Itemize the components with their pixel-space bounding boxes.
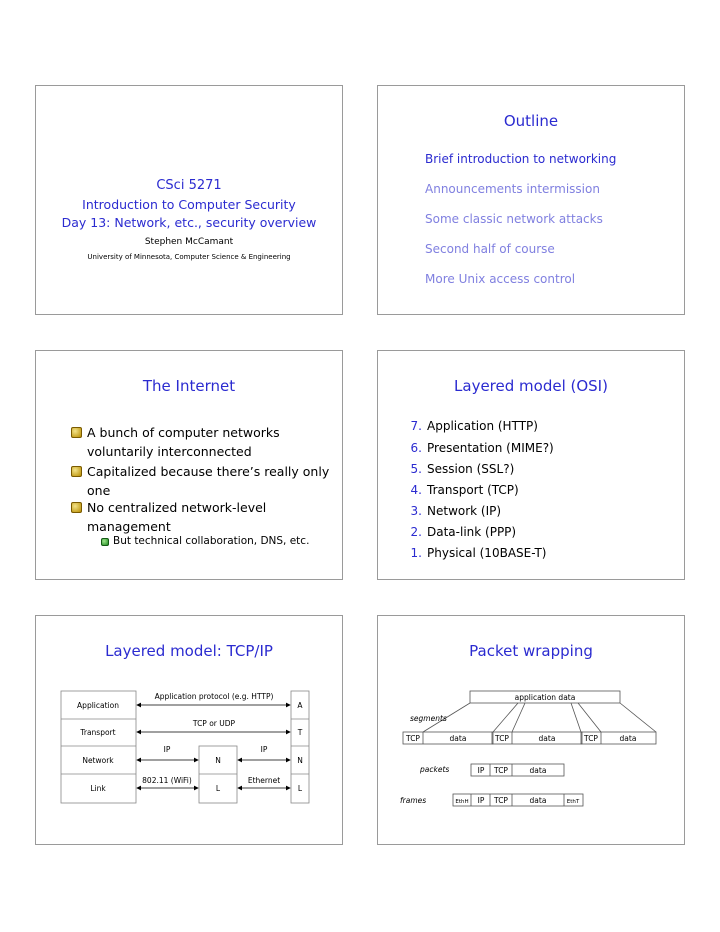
layer-transport: Transport — [80, 728, 116, 737]
bullet-icon — [71, 466, 82, 477]
bullet-icon — [71, 502, 82, 513]
arrow-label-ip: IP — [163, 745, 171, 754]
router-box — [199, 746, 237, 803]
packets-label: packets — [420, 765, 450, 774]
affiliation: University of Minnesota, Computer Science & Engineering — [87, 253, 291, 261]
course-number: CSci 5271 — [156, 178, 222, 193]
course-title: Introduction to Computer Security — [82, 197, 296, 212]
right-letter: A — [297, 701, 303, 710]
osi-layer: 3. Network (IP) — [410, 504, 502, 518]
outline-item: Announcements intermission — [425, 182, 600, 196]
outline-item: Brief introduction to networking — [425, 152, 617, 166]
data-label: data — [529, 766, 547, 775]
data-label: data — [449, 734, 467, 743]
router-letter: N — [215, 756, 221, 765]
right-letter: T — [297, 728, 303, 737]
segments-label: segments — [410, 714, 447, 723]
arrow-label-ethernet: Ethernet — [247, 776, 281, 785]
arrow-label-wifi: 802.11 (WiFi) — [142, 776, 192, 785]
bullet-text: A bunch of computer networks voluntarily interconnected — [87, 425, 280, 459]
lecture-title: Day 13: Network, etc., security overview — [61, 215, 317, 230]
outline-item: Some classic network attacks — [425, 212, 603, 226]
bullet-text: Capitalized because there’s really only one — [87, 464, 330, 498]
arrow-label-app: Application protocol (e.g. HTTP) — [154, 692, 274, 701]
slide-title-internet: The Internet — [142, 377, 236, 395]
router-letter: L — [215, 784, 221, 793]
slide-outline — [377, 85, 685, 315]
slide-title-osi: Layered model (OSI) — [454, 377, 608, 395]
osi-layer: 7. Application (HTTP) — [410, 419, 538, 433]
slide-title — [35, 85, 343, 315]
ethh-label: EthH — [455, 799, 469, 805]
slide-internet: The Internet A bunch of computer networks voluntarily interconnected Capitalized because there’s really only one No centralized network-level management But technical collaboration, DNS, etc. — [35, 350, 343, 580]
right-letter: L — [297, 784, 303, 793]
slide-tcpip — [35, 615, 343, 845]
data-label: data — [529, 796, 547, 805]
packet-diagram — [378, 616, 684, 844]
osi-layer: 6. Presentation (MIME?) — [410, 441, 554, 455]
slide-title-tcpip: Layered model: TCP/IP — [105, 642, 273, 660]
packet-box — [471, 764, 564, 776]
tcpip-diagram — [36, 616, 342, 844]
layer-network: Network — [82, 756, 114, 765]
sub-bullet-icon — [101, 538, 109, 546]
frames-label: frames — [400, 796, 427, 805]
arrow-label-transport: TCP or UDP — [192, 719, 236, 728]
right-letter: N — [297, 756, 303, 765]
tcp-label: TCP — [494, 766, 508, 775]
frame-box — [453, 794, 583, 806]
author: Stephen McCamant — [144, 237, 234, 247]
app-data-label: application data — [514, 693, 576, 702]
outline-item: Second half of course — [425, 242, 555, 256]
osi-layer: 2. Data-link (PPP) — [410, 525, 517, 539]
outline-item: More Unix access control — [425, 272, 576, 286]
bullet-text: No centralized network-level management — [87, 500, 267, 534]
osi-layer: 5. Session (SSL?) — [410, 462, 515, 476]
slide-osi — [377, 350, 685, 580]
slide-title-outline: Outline — [503, 112, 559, 130]
layer-application: Application — [77, 701, 119, 710]
arrow-label-ip: IP — [260, 745, 268, 754]
tcp-label: TCP — [495, 734, 509, 743]
slide-packet-wrapping — [377, 615, 685, 845]
slide-title-packet: Packet wrapping — [469, 642, 593, 660]
tcp-label: TCP — [494, 796, 508, 805]
etht-label: EthT — [566, 799, 580, 805]
tcp-label: TCP — [406, 734, 420, 743]
bullet-icon — [71, 427, 82, 438]
osi-layer: 4. Transport (TCP) — [410, 483, 519, 497]
ip-label: IP — [477, 766, 485, 775]
ip-label: IP — [477, 796, 485, 805]
tcp-label: TCP — [584, 734, 598, 743]
data-label: data — [538, 734, 556, 743]
data-label: data — [619, 734, 637, 743]
layer-link: Link — [90, 784, 106, 793]
osi-layer: 1. Physical (10BASE-T) — [410, 546, 547, 560]
